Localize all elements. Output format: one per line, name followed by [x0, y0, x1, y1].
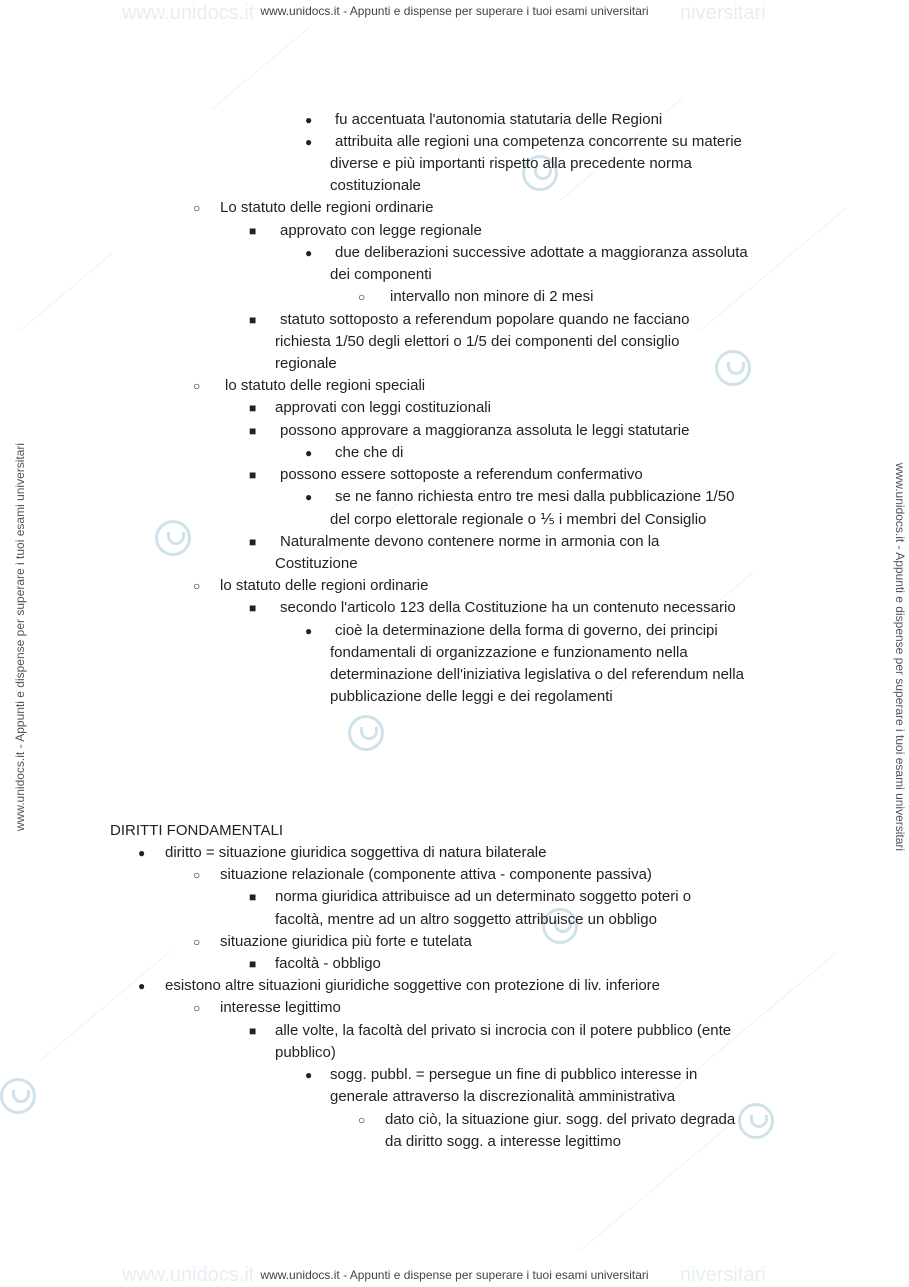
list-item: dato ciò, la situazione giur. sogg. del privato degrada: [385, 1111, 736, 1128]
bullet-square: ■: [249, 601, 257, 615]
list-item: lo statuto delle regioni ordinarie: [220, 577, 429, 594]
side-watermark-right: www.unidocs.it - Appunti e dispense per superare i tuoi esami universitari: [893, 462, 907, 852]
bullet-disc: ●: [305, 624, 313, 638]
list-item: pubblicazione delle leggi e dei regolamenti: [330, 688, 613, 705]
list-item: sogg. pubbl. = persegue un fine di pubblico interesse in: [330, 1066, 698, 1083]
list-item: fondamentali di organizzazione e funzionamento nella: [330, 644, 688, 661]
bullet-disc: ●: [305, 113, 313, 127]
bullet-disc: ●: [138, 979, 146, 993]
list-item: che che di: [335, 444, 404, 461]
list-item: Costituzione: [275, 555, 358, 572]
ghost-watermark-right: niversitari: [680, 2, 766, 24]
list-item: richiesta 1/50 degli elettori o 1/5 dei componenti del consiglio: [275, 333, 680, 350]
bullet-disc: ●: [305, 1068, 313, 1082]
list-item: attribuita alle regioni una competenza concorrente su materie: [335, 133, 742, 150]
bullet-square: ■: [249, 1024, 257, 1038]
list-item: interesse legittimo: [220, 999, 341, 1016]
list-item: pubblico): [275, 1044, 336, 1061]
bullet-disc: ●: [305, 246, 313, 260]
list-item: secondo l'articolo 123 della Costituzione ha un contenuto necessario: [280, 599, 736, 616]
list-item: approvati con leggi costituzionali: [275, 399, 491, 416]
bullet-disc: ●: [305, 446, 313, 460]
list-item: facoltà - obbligo: [275, 955, 381, 972]
bullet-circle: ○: [193, 868, 201, 882]
list-item: determinazione dell'iniziativa legislativa o del referendum nella: [330, 666, 744, 683]
bullet-disc: ●: [138, 846, 146, 860]
list-item: diverse e più importanti rispetto alla precedente norma: [330, 155, 692, 172]
watermark-logo-icon: [715, 350, 751, 386]
bullet-circle: ○: [358, 290, 366, 304]
bullet-square: ■: [249, 468, 257, 482]
list-item: due deliberazioni successive adottate a maggioranza assoluta: [335, 244, 748, 261]
bullet-square: ■: [249, 313, 257, 327]
ghost-watermark-left: www.unidocs.it: [122, 1264, 255, 1286]
watermark-logo-icon: [348, 715, 384, 751]
bullet-disc: ●: [305, 135, 313, 149]
list-item: statuto sottoposto a referendum popolare quando ne facciano: [280, 311, 690, 328]
watermark-logo-icon: [0, 1078, 36, 1114]
ghost-watermark-right: niversitari: [680, 1264, 766, 1286]
watermark-logo-icon: [738, 1103, 774, 1139]
list-item: situazione giuridica più forte e tutelata: [220, 933, 472, 950]
bullet-square: ■: [249, 535, 257, 549]
bullet-square: ■: [249, 401, 257, 415]
bullet-circle: ○: [193, 579, 201, 593]
section-heading: DIRITTI FONDAMENTALI: [110, 822, 284, 839]
list-item: alle volte, la facoltà del privato si incrocia con il potere pubblico (ente: [275, 1022, 732, 1039]
footer-watermark: www.unidocs.it - Appunti e dispense per superare i tuoi esami universitari: [260, 1268, 649, 1282]
bullet-circle: ○: [193, 201, 201, 215]
list-item: approvato con legge regionale: [280, 222, 482, 239]
side-watermark-left: www.unidocs.it - Appunti e dispense per superare i tuoi esami universitari: [13, 442, 27, 832]
list-item: possono approvare a maggioranza assoluta le leggi statutarie: [280, 422, 690, 439]
list-item: regionale: [275, 355, 337, 372]
list-item: del corpo elettorale regionale o ⅕ i membri del Consiglio: [330, 511, 707, 528]
bullet-square: ■: [249, 957, 257, 971]
list-item: generale attraverso la discrezionalità amministrativa: [330, 1088, 676, 1105]
list-item: dei componenti: [330, 266, 432, 283]
list-item: esistono altre situazioni giuridiche soggettive con protezione di liv. inferiore: [165, 977, 660, 994]
list-item: Naturalmente devono contenere norme in armonia con la: [280, 533, 660, 550]
list-item: lo statuto delle regioni speciali: [225, 377, 426, 394]
bullet-circle: ○: [358, 1113, 366, 1127]
bullet-circle: ○: [193, 935, 201, 949]
header-watermark: www.unidocs.it - Appunti e dispense per superare i tuoi esami universitari: [260, 4, 649, 18]
bullet-circle: ○: [193, 379, 201, 393]
list-item: intervallo non minore di 2 mesi: [390, 288, 594, 305]
bullet-square: ■: [249, 224, 257, 238]
list-item: norma giuridica attribuisce ad un determinato soggetto poteri o: [275, 888, 692, 905]
ghost-watermark-left: www.unidocs.it: [122, 2, 255, 24]
list-item: costituzionale: [330, 177, 421, 194]
list-item: possono essere sottoposte a referendum confermativo: [280, 466, 643, 483]
list-item: facoltà, mentre ad un altro soggetto attribuisce un obbligo: [275, 911, 657, 928]
watermark-logo-icon: [155, 520, 191, 556]
list-item: fu accentuata l'autonomia statutaria delle Regioni: [335, 111, 663, 128]
bullet-square: ■: [249, 890, 257, 904]
list-item: da diritto sogg. a interesse legittimo: [385, 1133, 621, 1150]
list-item: diritto = situazione giuridica soggettiva di natura bilaterale: [165, 844, 547, 861]
list-item: se ne fanno richiesta entro tre mesi dalla pubblicazione 1/50: [335, 488, 735, 505]
list-item: cioè la determinazione della forma di governo, dei principi: [335, 622, 718, 639]
bullet-square: ■: [249, 424, 257, 438]
list-item: Lo statuto delle regioni ordinarie: [220, 199, 434, 216]
bullet-circle: ○: [193, 1001, 201, 1015]
bullet-disc: ●: [305, 490, 313, 504]
list-item: situazione relazionale (componente attiva - componente passiva): [220, 866, 652, 883]
